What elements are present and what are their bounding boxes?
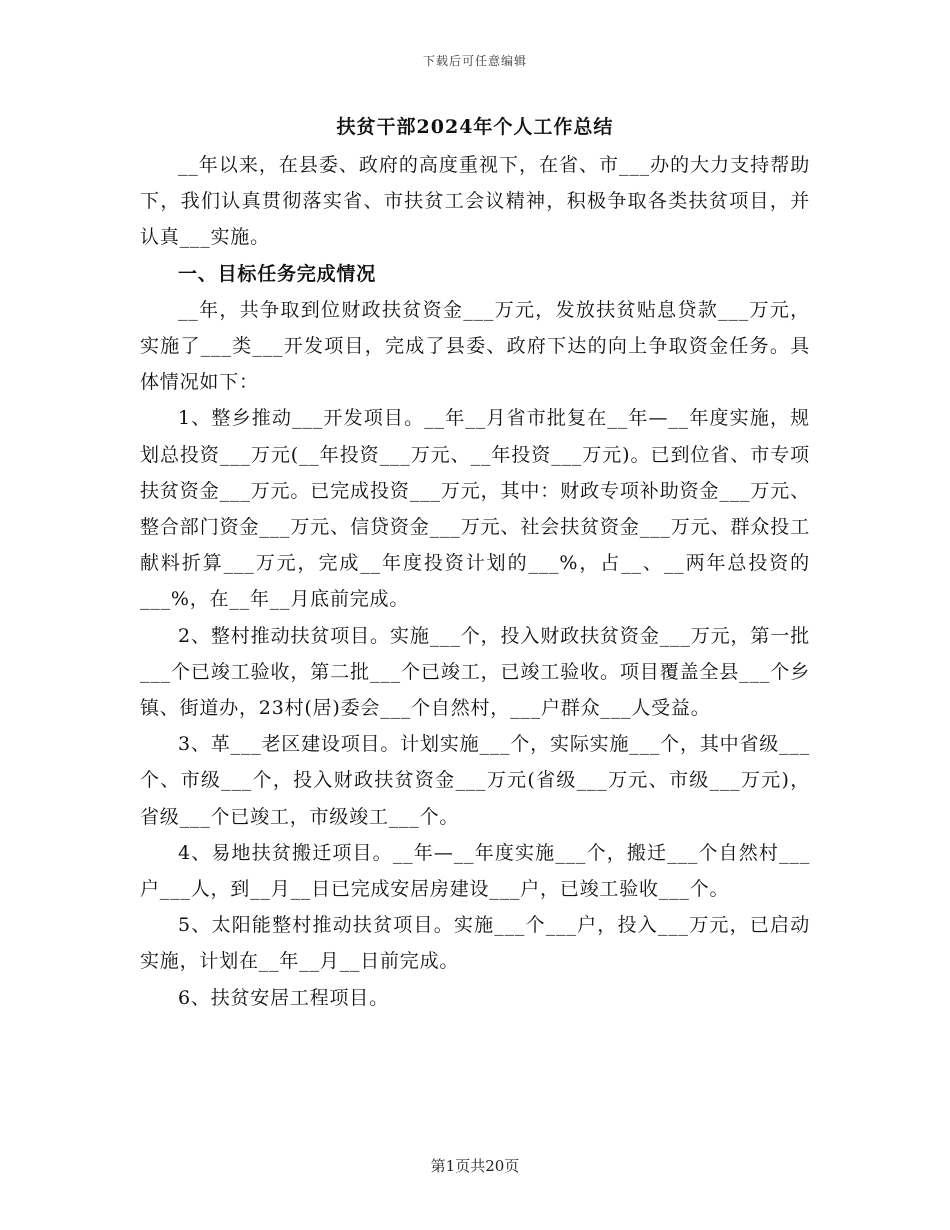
section-summary-paragraph: __年，共争取到位财政扶贫资金___万元，发放扶贫贴息贷款___万元，实施了___类___开发项目，完成了县委、政府下达的向上争取资金任务。具体情况如下： <box>140 298 810 394</box>
item-paragraph-4: 4、易地扶贫搬迁项目。__年—__年度实施___个，搬迁___个自然村___户___人，到__月__日已完成安居房建设___户，已竣工验收___个。 <box>140 841 810 901</box>
item-paragraph-1: 1、整乡推动___开发项目。__年__月省市批复在__年—__年度实施，规划总投资___万元(__年投资___万元、__年投资___万元)。已到位省、市专项扶贫资金___万元。已完成投资___万元，其中：财政专项补助资金___万元、整合部门资金___万元、信贷资金___万元、社会扶贫资金___万元、群众投工献料折算___万元，完成__年度投资计划的___%，占__、__两年总投资的___%，在__年__月底前完成。 <box>140 407 810 611</box>
item-paragraph-5: 5、太阳能整村推动扶贫项目。实施___个___户，投入___万元，已启动实施，计划在__年__月__日前完成。 <box>140 914 810 973</box>
document-body <box>140 147 810 1016</box>
section-heading-goals: 一、目标任务完成情况 <box>178 262 377 285</box>
item-paragraph-3: 3、革___老区建设项目。计划实施___个，实际实施___个，其中省级___个、市级___个，投入财政扶贫资金___万元(省级___万元、市级___万元)，省级___个已竣工，市级竣工___个。 <box>140 733 810 828</box>
document-title: 扶贫干部2024年个人工作总结 <box>336 116 614 138</box>
page-header: 下载后可任意编辑 <box>422 54 527 68</box>
intro-paragraph: __年以来，在县委、政府的高度重视下，在省、市___办的大力支持帮助下，我们认真贯彻落实省、市扶贫工会议精神，积极争取各类扶贫项目，并认真___实施。 <box>140 154 810 249</box>
item-paragraph-6: 6、扶贫安居工程项目。 <box>178 986 389 1009</box>
page-number: 第1页共20页 <box>430 1157 520 1175</box>
item-paragraph-2: 2、整村推动扶贫项目。实施___个，投入财政扶贫资金___万元，第一批___个已竣工验收，第二批___个已竣工，已竣工验收。项目覆盖全县___个乡镇、街道办，23村(居)委会___个自然村，___户群众___人受益。 <box>140 624 810 720</box>
